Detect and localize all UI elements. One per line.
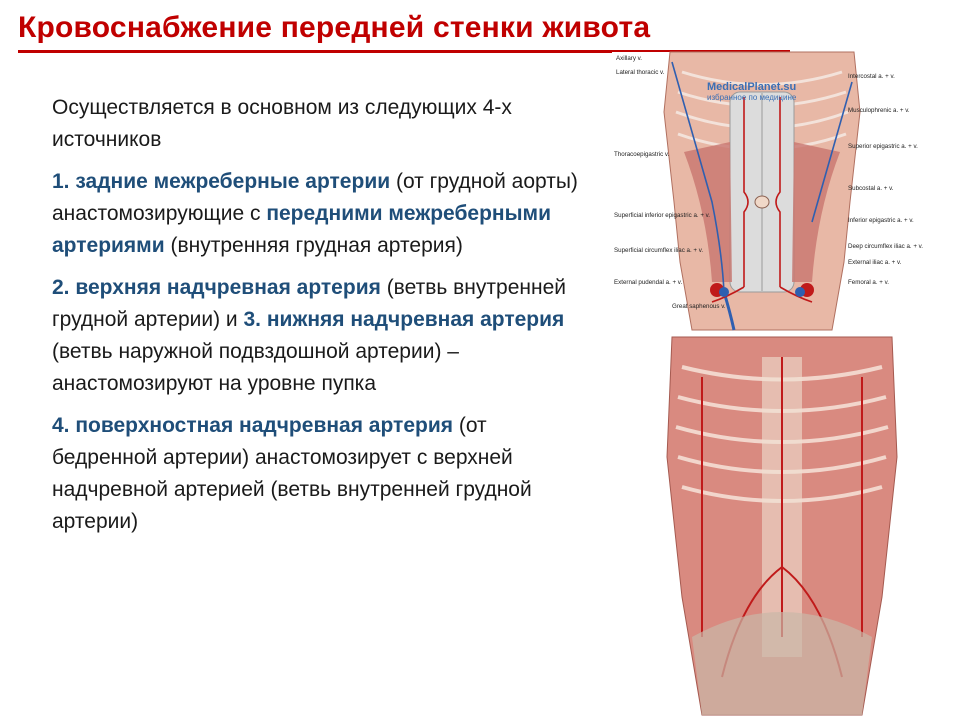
label-femoral: Femoral a. + v. (848, 279, 889, 286)
source-1-text-a: (от грудной аорты) анастомозирующие с (52, 170, 578, 225)
label-musculophrenic: Musculophrenic a. + v. (848, 107, 910, 114)
body-text (52, 92, 580, 548)
umbilicus (755, 196, 769, 208)
label-subcostal: Subcostal a. + v. (848, 185, 894, 192)
anterior-intercostal-name: передними межреберными артериями (52, 202, 551, 257)
source-4-name: 4. поверхностная надчревная артерия (52, 414, 453, 437)
internal-wall-svg (612, 337, 950, 715)
label-great-saphenous-vein: Great saphenous v. (672, 303, 726, 310)
watermark-subtitle: избранное по медицине (707, 93, 797, 102)
label-inferior-epigastric: Inferior epigastric a. + v. (848, 217, 914, 224)
label-axillary-vein: Axillary v. (616, 55, 643, 62)
source-2-name: 2. верхняя надчревная артерия (52, 276, 381, 299)
source-2-text-a: (ветвь внутренней грудной артерии) и (52, 276, 566, 331)
slide-title: Кровоснабжение передней стенки живота (18, 11, 651, 44)
label-lateral-thoracic-vein: Lateral thoracic v. (616, 69, 665, 76)
intro-paragraph: Осуществляется в основном из следующих 4-х источников (52, 96, 512, 151)
watermark-title: MedicalPlanet.su (707, 81, 797, 93)
internal-wall-vessels-illustration (612, 337, 950, 715)
label-intercostal: Intercostal a. + v. (848, 73, 895, 80)
label-deep-circumflex-iliac: Deep circumflex iliac a. + v. (848, 243, 924, 250)
label-external-iliac: External iliac a. + v. (848, 259, 902, 266)
label-thoracoepigastric-vein: Thoracoepigastric v. (614, 151, 670, 158)
pelvic-region (692, 612, 872, 715)
slide-title-block (18, 8, 793, 53)
left-femoral-vein (719, 287, 729, 297)
label-superficial-circumflex-iliac: Superficial circumflex iliac a. + v. (614, 247, 704, 254)
label-superficial-inferior-epigastric: Superficial inferior epigastric a. + v. (614, 212, 711, 219)
source-3-name: 3. нижняя надчревная артерия (243, 308, 565, 331)
source-2-3-paragraph (52, 272, 580, 400)
source-1-name: 1. задние межреберные артерии (52, 170, 391, 193)
label-superior-epigastric: Superior epigastric a. + v. (848, 143, 918, 150)
source-4-paragraph (52, 410, 580, 538)
anterior-wall-vessels-illustration (612, 52, 924, 330)
source-1-paragraph (52, 166, 580, 262)
source-1-text-b: (внутренняя грудная артерия) (164, 234, 463, 257)
label-external-pudendal: External pudendal a. + v. (614, 279, 683, 286)
source-4-text: (от бедренной артерии) анастомозирует с верхней надчревной артерией (ветвь внутренней грудной артерии) (52, 414, 532, 533)
anterior-wall-svg (612, 52, 924, 330)
right-femoral-vein (795, 287, 805, 297)
source-2-text-b: (ветвь наружной подвздошной артерии) – анастомозируют на уровне пупка (52, 340, 459, 395)
